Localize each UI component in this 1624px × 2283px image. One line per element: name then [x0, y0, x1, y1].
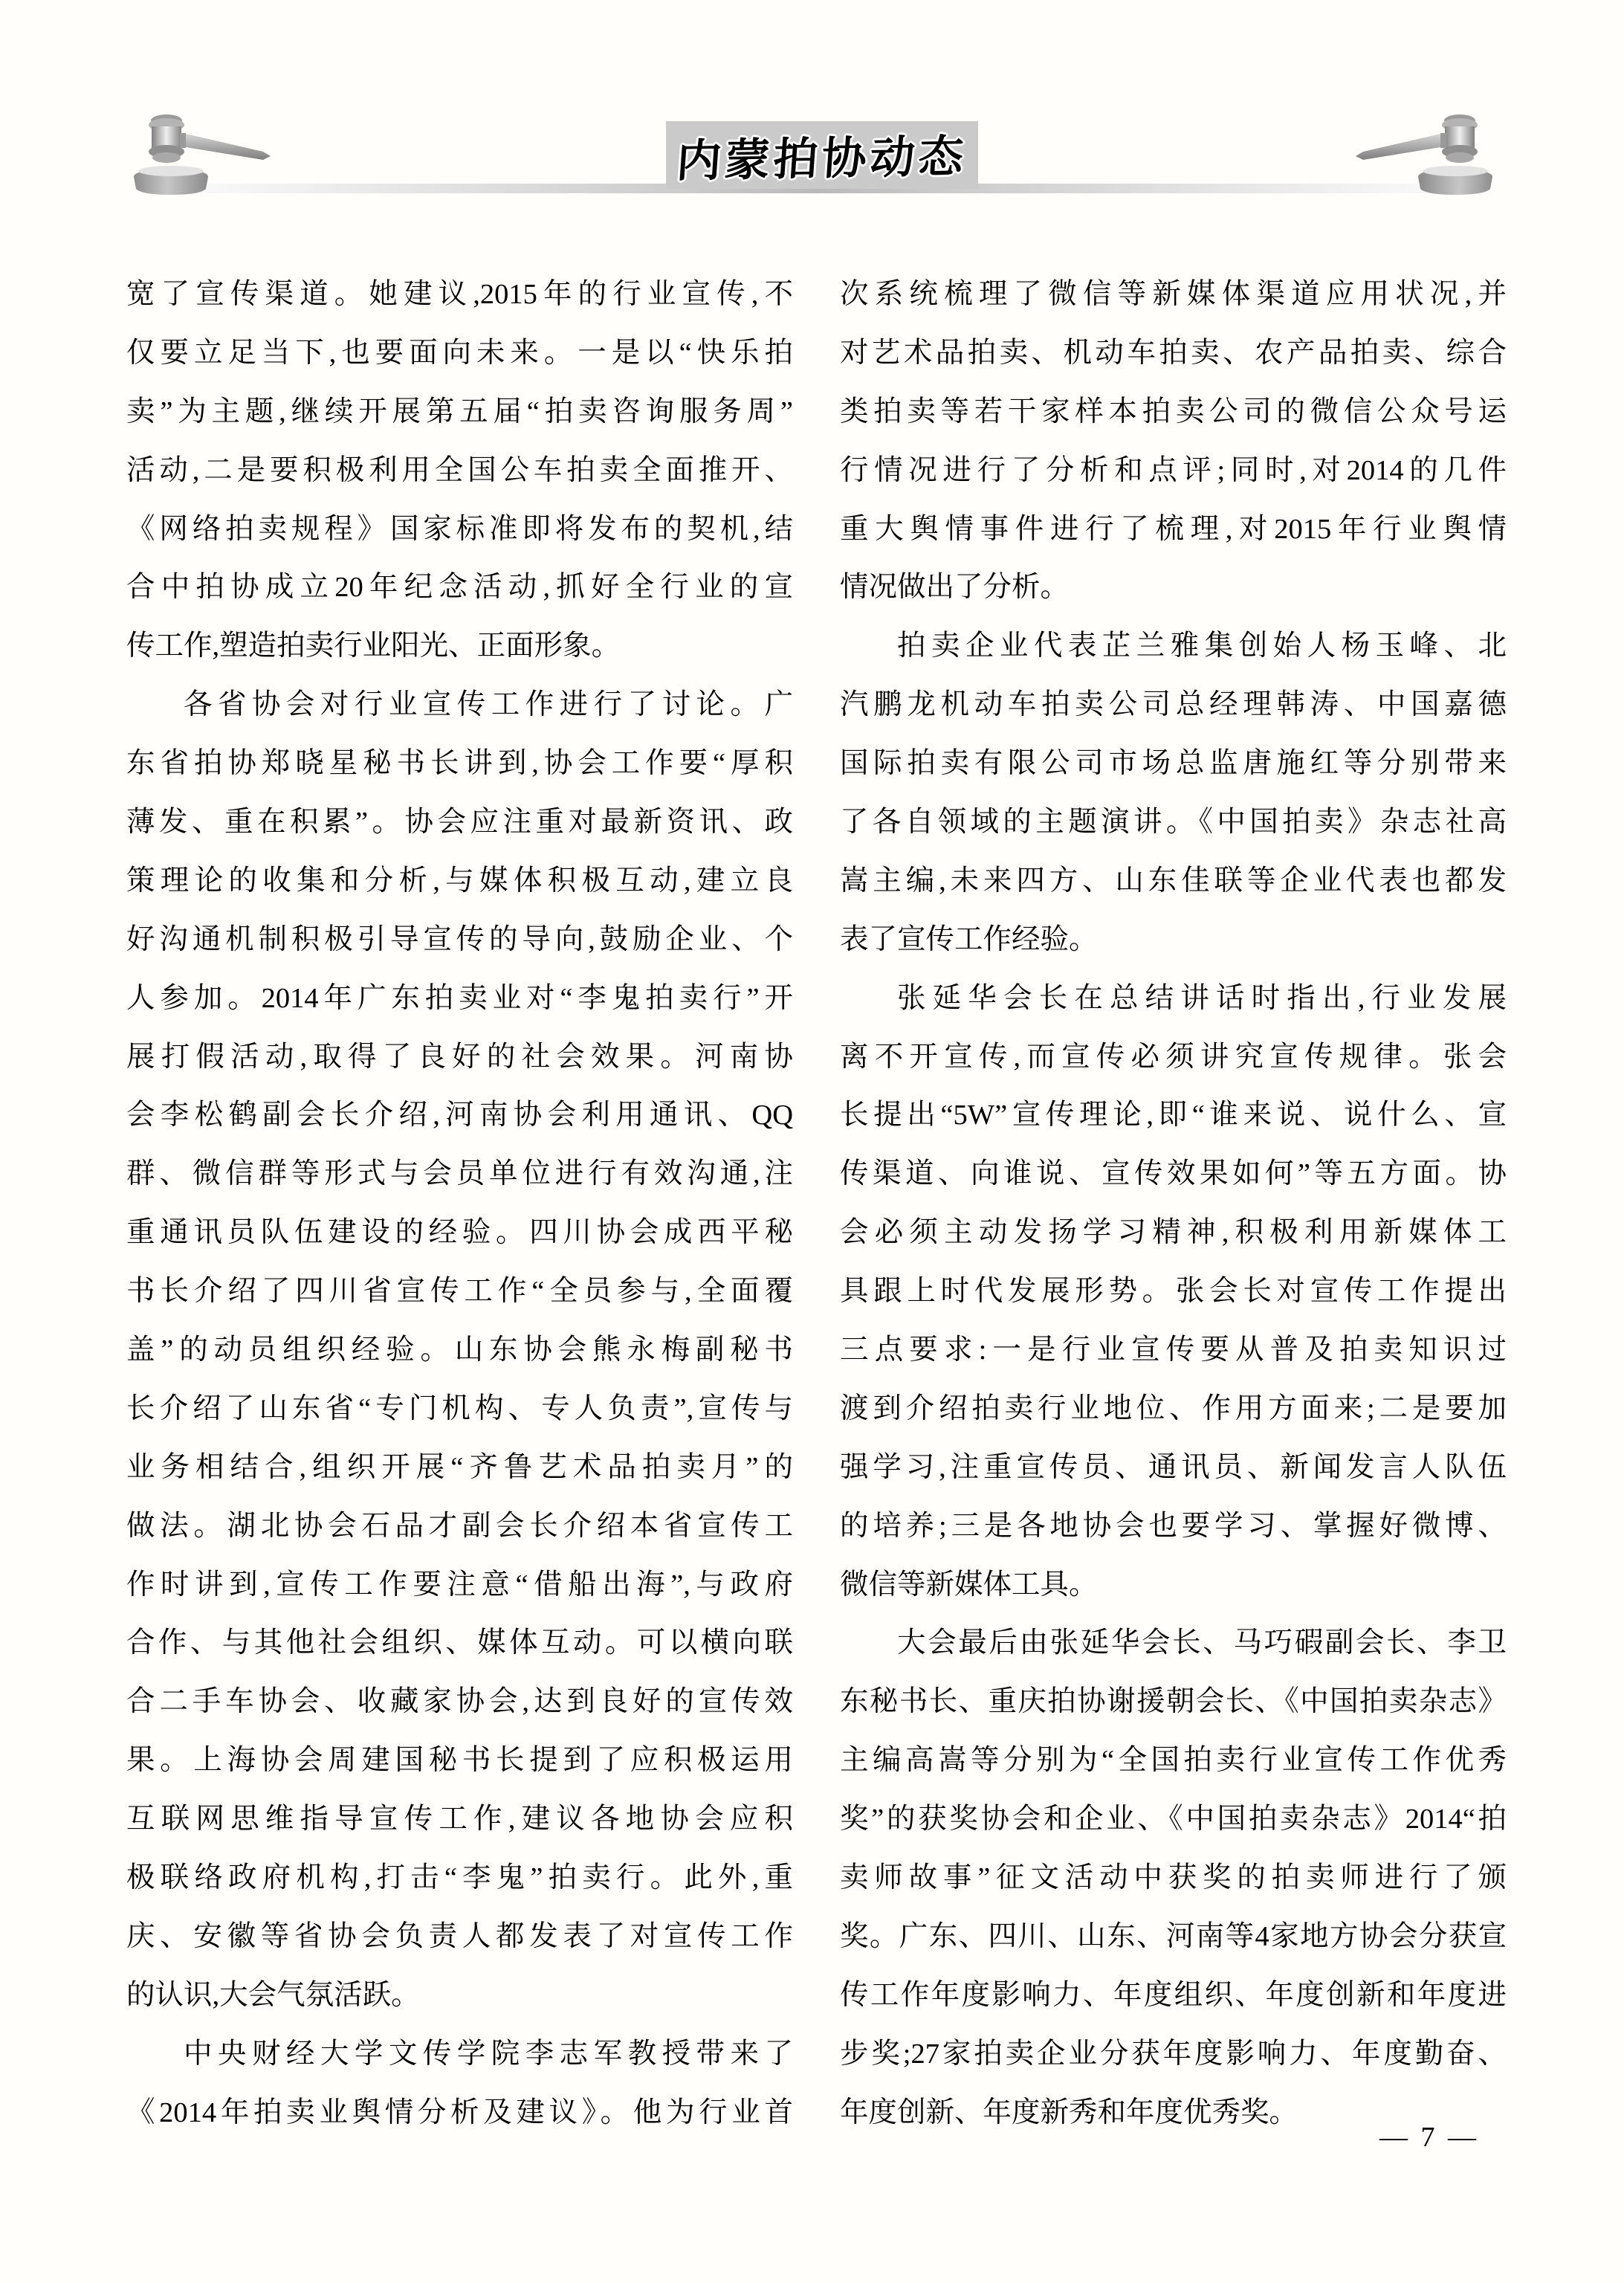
text-line: 微信等新媒体工具。 — [840, 1569, 1098, 1601]
text-line: 各省协会对行业宣传工作进行了讨论。广 — [184, 689, 793, 721]
text-line: 卖师故事”征文活动中获奖的拍卖师进行了颁 — [840, 1862, 1507, 1894]
text-line: 活动,二是要积极利用全国公车拍卖全面推开、 — [126, 454, 793, 486]
text-line: 《网络拍卖规程》国家标准即将发布的契机,结 — [126, 513, 793, 545]
text-line: 奖。广东、四川、山东、河南等4家地方协会分获宣 — [840, 1920, 1507, 1952]
text-line: 宽了宣传渠道。她建议,2015年的行业宣传,不 — [126, 279, 793, 310]
text-line: 三点要求:一是行业宣传要从普及拍卖知识过 — [840, 1334, 1507, 1366]
text-line: 次系统梳理了微信等新媒体渠道应用状况,并 — [840, 279, 1507, 310]
column-right — [840, 265, 1507, 2142]
text-line: 东秘书长、重庆拍协谢援朝会长、《中国拍卖杂志》 — [840, 1686, 1507, 1718]
text-line: 中央财经大学文传学院李志军教授带来了 — [184, 2038, 793, 2070]
text-line: 对艺术品拍卖、机动车拍卖、农产品拍卖、综合 — [840, 337, 1507, 369]
text-line: 合作、与其他社会组织、媒体互动。可以横向联 — [126, 1627, 793, 1659]
text-line: 奖”的获奖协会和企业、《中国拍卖杂志》2014“拍 — [840, 1804, 1507, 1835]
text-line: 果。上海协会周建国秘书长提到了应积极运用 — [126, 1745, 793, 1777]
text-line: 业务相结合,组织开展“齐鲁艺术品拍卖月”的 — [126, 1451, 793, 1483]
text-line: 策理论的收集和分析,与媒体积极互动,建立良 — [126, 865, 793, 897]
text-line: 庆、安徽等省协会负责人都发表了对宣传工作 — [126, 1920, 793, 1952]
text-line: 的认识,大会气氛活跃。 — [126, 1979, 420, 2011]
text-line: 重大舆情事件进行了梳理,对2015年行业舆情 — [840, 513, 1507, 545]
page-number: — 7 — — [1379, 2122, 1479, 2153]
text-line: 情况做出了分析。 — [840, 572, 1070, 604]
text-line: 展打假活动,取得了良好的社会效果。河南协 — [126, 1041, 793, 1073]
text-line: 具跟上时代发展形势。张会长对宣传工作提出 — [840, 1276, 1507, 1308]
text-line: 长介绍了山东省“专门机构、专人负责”,宣传与 — [126, 1392, 793, 1424]
text-line: 人参加。2014年广东拍卖业对“李鬼拍卖行”开 — [126, 982, 793, 1014]
text-line: 薄发、重在积累”。协会应注重对最新资讯、政 — [126, 807, 793, 839]
text-line: 长提出“5W”宣传理论,即“谁来说、说什么、宣 — [840, 1099, 1507, 1131]
text-line: 年度创新、年度新秀和年度优秀奖。 — [840, 2096, 1298, 2128]
text-line: 张延华会长在总结讲话时指出,行业发展 — [897, 982, 1507, 1014]
text-line: 大会最后由张延华会长、马巧碬副会长、李卫 — [897, 1627, 1507, 1659]
text-line: 行情况进行了分析和点评;同时,对2014的几件 — [840, 454, 1507, 486]
text-line: 互联网思维指导宣传工作,建议各地协会应积 — [126, 1804, 793, 1835]
text-line: 好沟通机制积极引导宣传的导向,鼓励企业、个 — [126, 923, 793, 955]
text-line: 传工作,塑造拍卖行业阳光、正面形象。 — [126, 630, 621, 662]
title-box — [666, 121, 978, 189]
text-line: 作时讲到,宣传工作要注意“借船出海”,与政府 — [126, 1569, 793, 1601]
text-line: 嵩主编,未来四方、山东佳联等企业代表也都发 — [840, 865, 1507, 897]
text-line: 渡到介绍拍卖行业地位、作用方面来;二是要加 — [840, 1392, 1507, 1424]
text-line: 传工作年度影响力、年度组织、年度创新和年度进 — [840, 1979, 1507, 2011]
text-line: 强学习,注重宣传员、通讯员、新闻发言人队伍 — [840, 1451, 1507, 1483]
text-line: 极联络政府机构,打击“李鬼”拍卖行。此外,重 — [126, 1862, 793, 1894]
text-line: 的培养;三是各地协会也要学习、掌握好微博、 — [840, 1510, 1507, 1542]
text-line: 群、微信群等形式与会员单位进行有效沟通,注 — [126, 1158, 793, 1190]
text-line: 离不开宣传,而宣传必须讲究宣传规律。张会 — [840, 1041, 1507, 1073]
text-line: 东省拍协郑晓星秘书长讲到,协会工作要“厚积 — [126, 748, 793, 780]
text-line: 仅要立足当下,也要面向未来。一是以“快乐拍 — [126, 337, 793, 369]
text-line: 合中拍协成立20年纪念活动,抓好全行业的宣 — [126, 572, 793, 604]
text-line: 拍卖企业代表芷兰雅集创始人杨玉峰、北 — [897, 630, 1507, 662]
text-line: 重通讯员队伍建设的经验。四川协会成西平秘 — [126, 1217, 793, 1249]
text-line: 步奖;27家拍卖企业分获年度影响力、年度勤奋、 — [840, 2038, 1507, 2070]
text-line: 传渠道、向谁说、宣传效果如何”等五方面。协 — [840, 1158, 1507, 1190]
column-left — [126, 265, 793, 2142]
text-line: 国际拍卖有限公司市场总监唐施红等分别带来 — [840, 748, 1507, 780]
page-header — [0, 0, 1624, 245]
gavel-icon — [125, 109, 279, 196]
text-line: 表了宣传工作经验。 — [840, 923, 1098, 955]
text-line: 了各自领域的主题演讲。《中国拍卖》杂志社高 — [840, 807, 1507, 839]
text-line: 合二手车协会、收藏家协会,达到良好的宣传效 — [126, 1686, 793, 1718]
text-line: 类拍卖等若干家样本拍卖公司的微信公众号运 — [840, 395, 1507, 427]
gavel-icon — [1347, 109, 1501, 196]
page-title: 内蒙拍协动态 — [674, 130, 969, 187]
text-line: 盖”的动员组织经验。山东协会熊永梅副秘书 — [126, 1334, 793, 1366]
text-line: 做法。湖北协会石品才副会长介绍本省宣传工 — [126, 1510, 793, 1542]
text-line: 主编高嵩等分别为“全国拍卖行业宣传工作优秀 — [840, 1745, 1507, 1777]
text-line: 《2014年拍卖业舆情分析及建议》。他为行业首 — [126, 2096, 793, 2128]
text-line: 会必须主动发扬学习精神,积极利用新媒体工 — [840, 1217, 1507, 1249]
text-line: 书长介绍了四川省宣传工作“全员参与,全面覆 — [126, 1276, 793, 1308]
text-line: 汽鹏龙机动车拍卖公司总经理韩涛、中国嘉德 — [840, 689, 1507, 721]
text-line: 会李松鹤副会长介绍,河南协会利用通讯、QQ — [126, 1099, 793, 1131]
text-line: 卖”为主题,继续开展第五届“拍卖咨询服务周” — [126, 395, 793, 427]
